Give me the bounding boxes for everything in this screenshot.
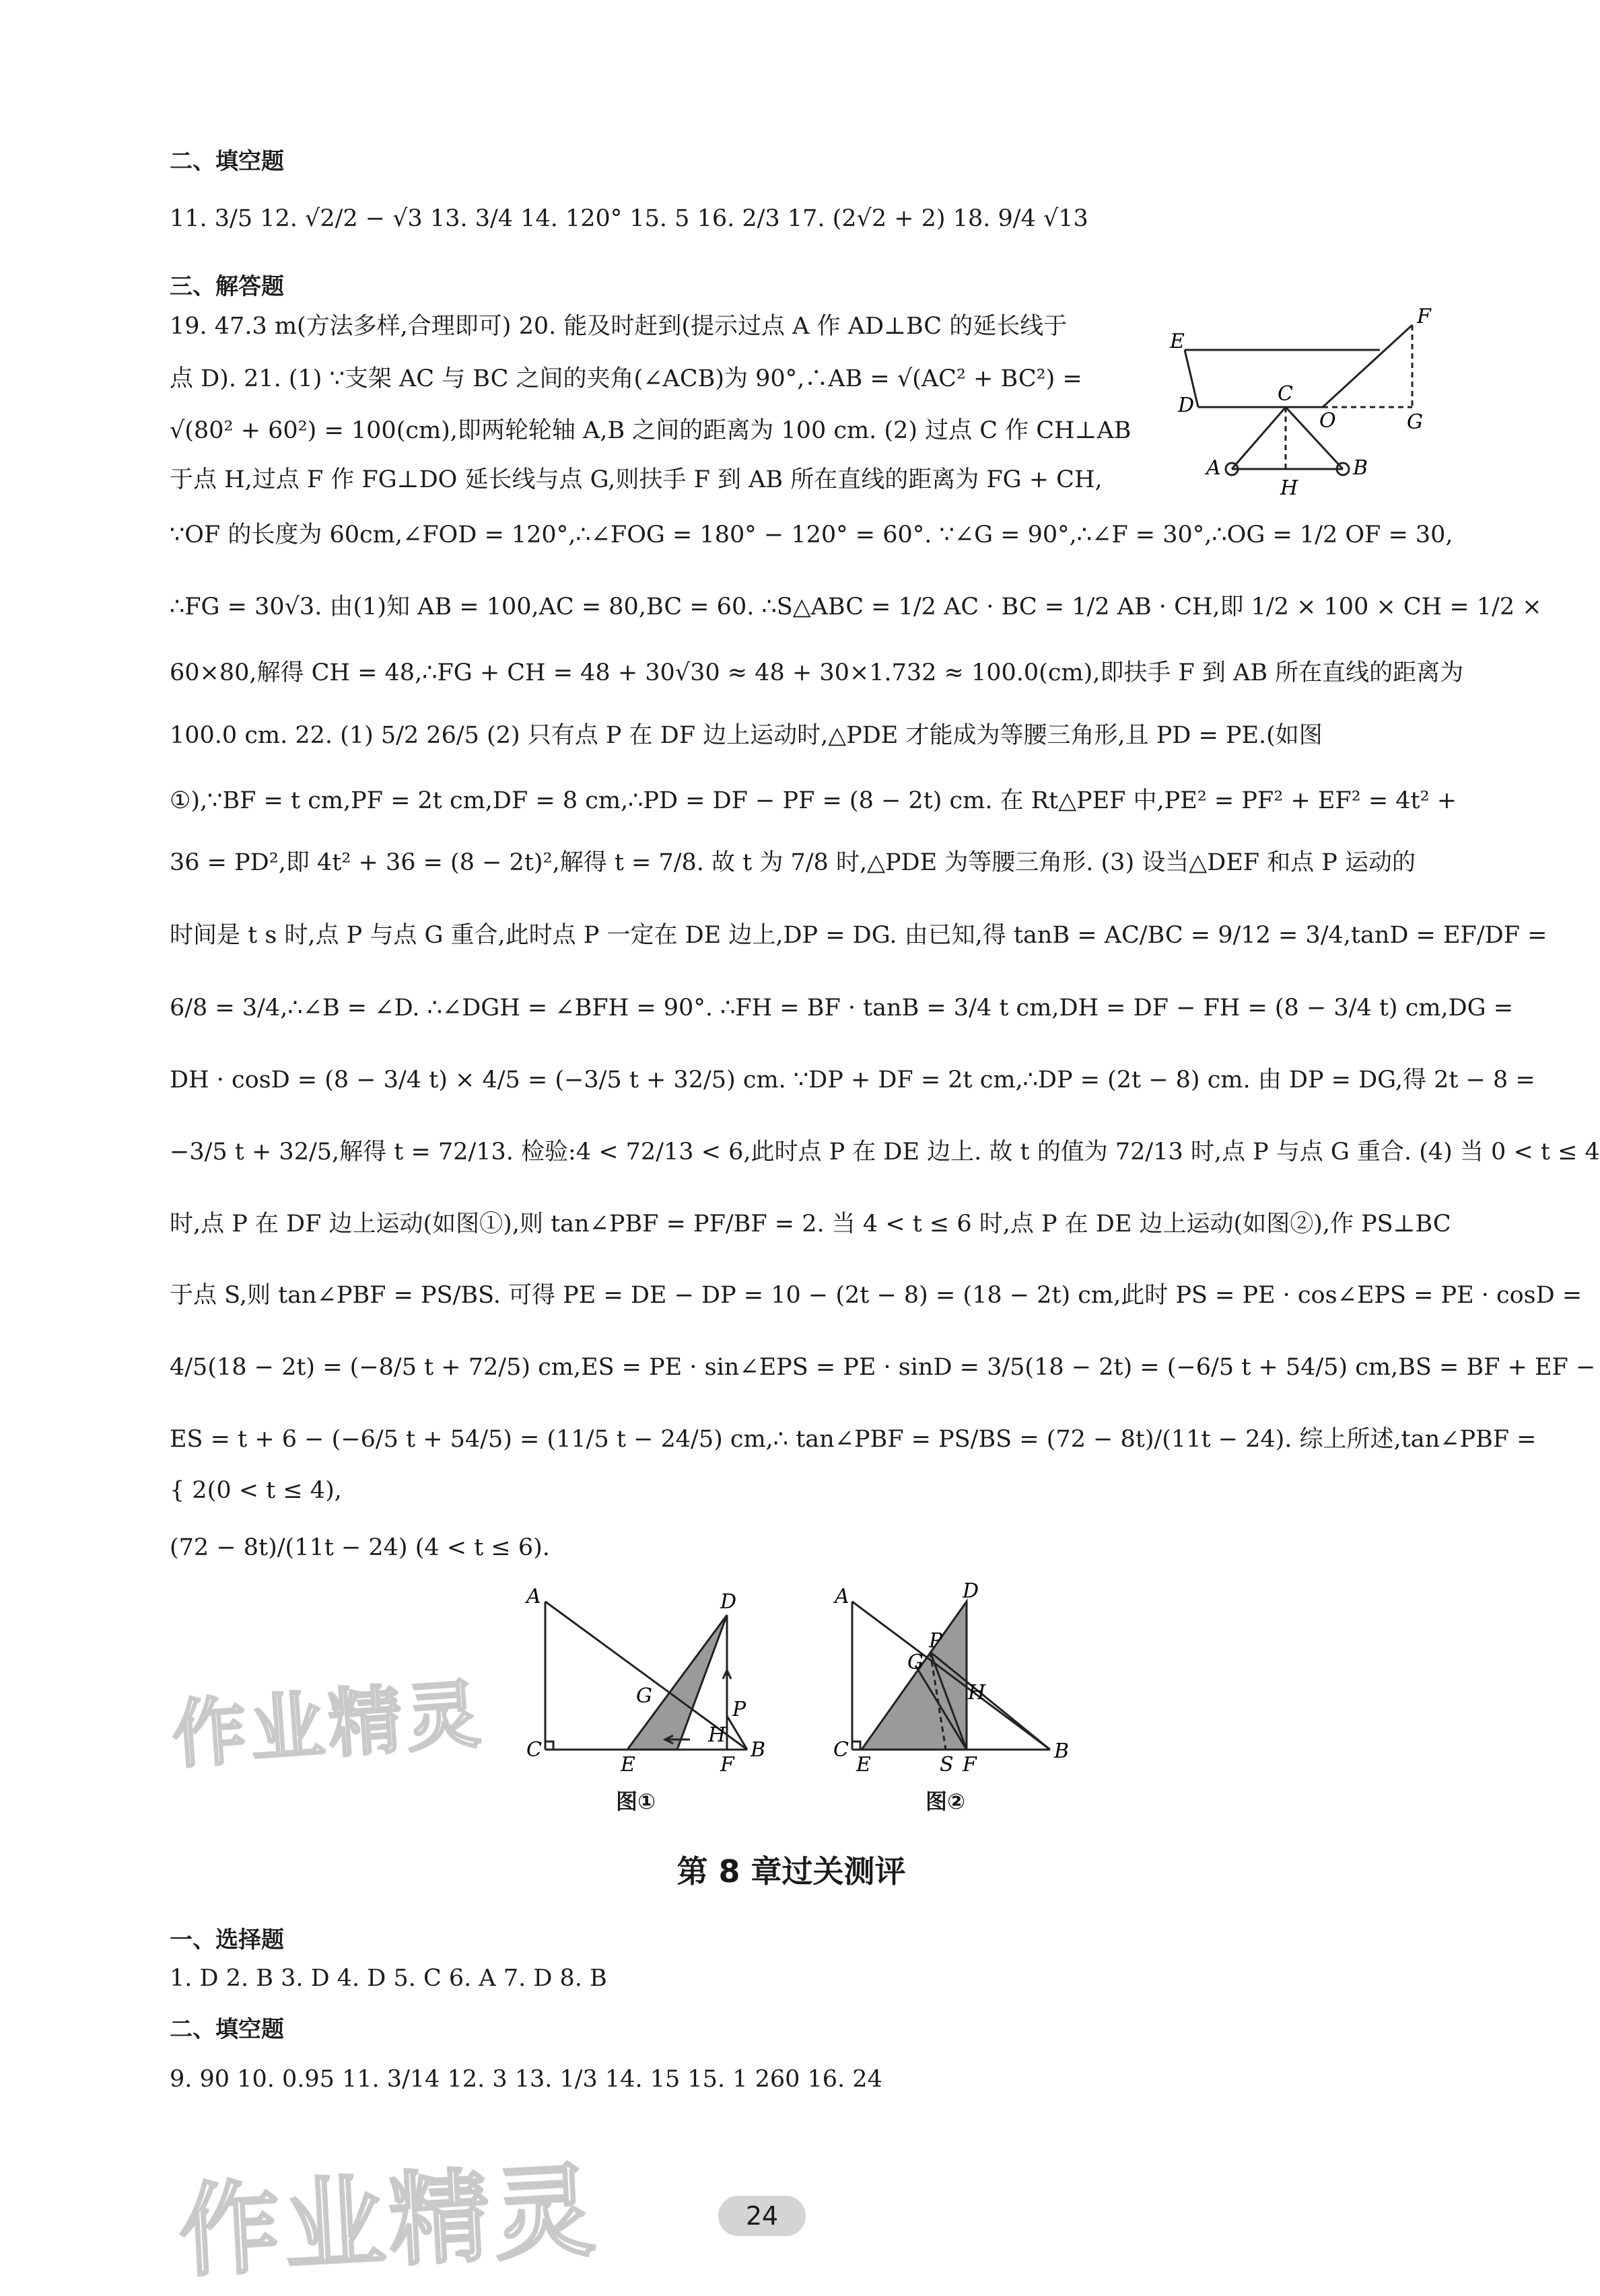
fig1-label-b: B — [751, 1738, 766, 1762]
fig2-label-p: P — [929, 1629, 943, 1653]
solution-line-16: 于点 S,则 tan∠PBF = PS/BS. 可得 PE = DE − DP = 10 − (2t − 8) = (18 − 2t) cm,此时 PS = PE · cos∠EPS = PE · cosD = — [170, 1282, 1582, 1309]
solution-line-9: ①),∵BF = t cm,PF = 2t cm,DF = 8 cm,∴PD = DF − PF = (8 − 2t) cm. 在 Rt△PEF 中,PE² = PF² + EF² = 4t² + — [170, 787, 1457, 814]
right-label-o: O — [1319, 409, 1336, 433]
watermark-mid: 作业精灵 — [169, 1670, 487, 1779]
right-label-b: B — [1353, 456, 1368, 480]
fill-answers: 9. 90 10. 0.95 11. 3/14 12. 3 13. 1/3 14. 15 15. 1 260 16. 24 — [170, 2066, 882, 2093]
wheelchair-figure — [1158, 306, 1440, 501]
fig2-label-e: E — [856, 1753, 871, 1777]
fig2-label-c: C — [833, 1738, 849, 1762]
figure-2 — [828, 1579, 1084, 1783]
figure-2-caption: 图② — [926, 1789, 966, 1814]
fig2-label-g: G — [907, 1651, 924, 1674]
answers-row-11-18: 11. 3/5 12. √2/2 − √3 13. 3/4 14. 120° 15. 5 16. 2/3 17. (2√2 + 2) 18. 9/4 √13 — [170, 205, 1088, 232]
solution-line-2: 点 D). 21. (1) ∵支架 AC 与 BC 之间的夹角(∠ACB)为 90°,∴AB = √(AC² + BC²) = — [170, 365, 1082, 392]
solution-line-13: DH · cosD = (8 − 3/4 t) × 4/5 = (−3/5 t + 32/5) cm. ∵DP + DF = 2t cm,∴DP = (2t − 8) cm. 由 DP = DG,得 2t − 8 = — [170, 1067, 1535, 1093]
page-number: 24 — [718, 2196, 806, 2236]
fig1-label-p: P — [732, 1698, 746, 1721]
fig2-label-s: S — [940, 1753, 954, 1777]
solution-line-3: √(80² + 60²) = 100(cm),即两轮轮轴 A,B 之间的距离为 100 cm. (2) 过点 C 作 CH⊥AB — [170, 417, 1132, 444]
fig1-label-a: A — [526, 1585, 541, 1608]
solution-line-8: 100.0 cm. 22. (1) 5/2 26/5 (2) 只有点 P 在 DF 边上运动时,△PDE 才能成为等腰三角形,且 PD = PE.(如图 — [170, 722, 1323, 749]
fig1-label-e: E — [621, 1753, 635, 1777]
fig2-label-a: A — [835, 1585, 849, 1608]
chapter-title: 第 8 章过关测评 — [676, 1853, 906, 1890]
right-label-e: E — [1170, 330, 1185, 353]
fig1-label-c: C — [526, 1738, 542, 1762]
fig2-label-b: B — [1054, 1739, 1070, 1763]
solution-line-1: 19. 47.3 m(方法多样,合理即可) 20. 能及时赶到(提示过点 A 作 AD⊥BC 的延长线于 — [170, 313, 1068, 340]
section-heading-fill-blank: 二、填空题 — [170, 148, 284, 175]
fig1-label-g: G — [636, 1684, 652, 1708]
solution-line-10: 36 = PD²,即 4t² + 36 = (8 − 2t)²,解得 t = 7/8. 故 t 为 7/8 时,△PDE 为等腰三角形. (3) 设当△DEF 和点 P 运动的 — [170, 849, 1416, 876]
solution-line-6: ∴FG = 30√3. 由(1)知 AB = 100,AC = 80,BC = 60. ∴S△ABC = 1/2 AC · BC = 1/2 AB · CH,即 1/2 × 100 × CH = 1/2 × — [170, 594, 1542, 620]
section-heading-choice: 一、选择题 — [170, 1927, 284, 1953]
fig2-label-h: H — [968, 1681, 986, 1705]
solution-line-5: ∵OF 的长度为 60cm,∠FOD = 120°,∴∠FOG = 180° − 120° = 60°. ∵∠G = 90°,∴∠F = 30°,∴OG = 1/2 OF = 30, — [170, 522, 1453, 548]
choice-answers: 1. D 2. B 3. D 4. D 5. C 6. A 7. D 8. B — [170, 1965, 607, 1992]
solution-line-4: 于点 H,过点 F 作 FG⊥DO 延长线与点 G,则扶手 F 到 AB 所在直线的距离为 FG + CH, — [170, 466, 1103, 493]
fig2-label-f: F — [963, 1753, 977, 1777]
right-label-f: F — [1417, 305, 1431, 328]
figure-1 — [518, 1585, 774, 1783]
solution-line-11: 时间是 t s 时,点 P 与点 G 重合,此时点 P 一定在 DE 边上,DP = DG. 由已知,得 tanB = AC/BC = 9/12 = 3/4,tanD = EF/DF = — [170, 922, 1547, 949]
right-label-g: G — [1407, 410, 1423, 434]
right-label-c: C — [1278, 382, 1293, 406]
fig1-label-d: D — [720, 1590, 737, 1614]
solution-line-19: { 2(0 < t ≤ 4), — [170, 1477, 342, 1504]
figure-1-caption: 图① — [616, 1789, 656, 1814]
fig2-label-d: D — [963, 1579, 979, 1603]
right-label-a: A — [1206, 456, 1221, 480]
solution-line-18: ES = t + 6 − (−6/5 t + 54/5) = (11/5 t − 24/5) cm,∴ tan∠PBF = PS/BS = (72 − 8t)/(11t − 24). 综上所述,tan∠PBF = — [170, 1426, 1537, 1453]
section-heading-fill-blank-2: 二、填空题 — [170, 2016, 284, 2043]
solution-line-7: 60×80,解得 CH = 48,∴FG + CH = 48 + 30√30 ≈ 48 + 30×1.732 ≈ 100.0(cm),即扶手 F 到 AB 所在直线的距离为 — [170, 659, 1464, 686]
solution-line-12: 6/8 = 3/4,∴∠B = ∠D. ∴∠DGH = ∠BFH = 90°. ∴FH = BF · tanB = 3/4 t cm,DH = DF − FH = (8 − 3/4 t) cm,DG = — [170, 995, 1514, 1021]
fig1-label-h: H — [708, 1723, 726, 1747]
right-label-h: H — [1280, 476, 1298, 500]
solution-line-15: 时,点 P 在 DF 边上运动(如图①),则 tan∠PBF = PF/BF = 2. 当 4 < t ≤ 6 时,点 P 在 DE 边上运动(如图②),作 PS⊥BC — [170, 1211, 1451, 1237]
right-label-d: D — [1178, 394, 1195, 417]
solution-line-14: −3/5 t + 32/5,解得 t = 72/13. 检验:4 < 72/13 < 6,此时点 P 在 DE 边上. 故 t 的值为 72/13 时,点 P 与点 G 重合. (4) 当 0 < t ≤ 4 — [170, 1139, 1600, 1165]
watermark-bottom: 作业精灵 — [176, 2152, 602, 2292]
section-heading-solutions: 三、解答题 — [170, 273, 284, 300]
solution-line-20: (72 − 8t)/(11t − 24) (4 < t ≤ 6). — [170, 1534, 550, 1561]
solution-line-17: 4/5(18 − 2t) = (−8/5 t + 72/5) cm,ES = PE · sin∠EPS = PE · sinD = 3/5(18 − 2t) = (−6/5 t + 54/5) cm,BS = BF + EF − — [170, 1354, 1596, 1381]
fig1-label-f: F — [720, 1753, 734, 1777]
